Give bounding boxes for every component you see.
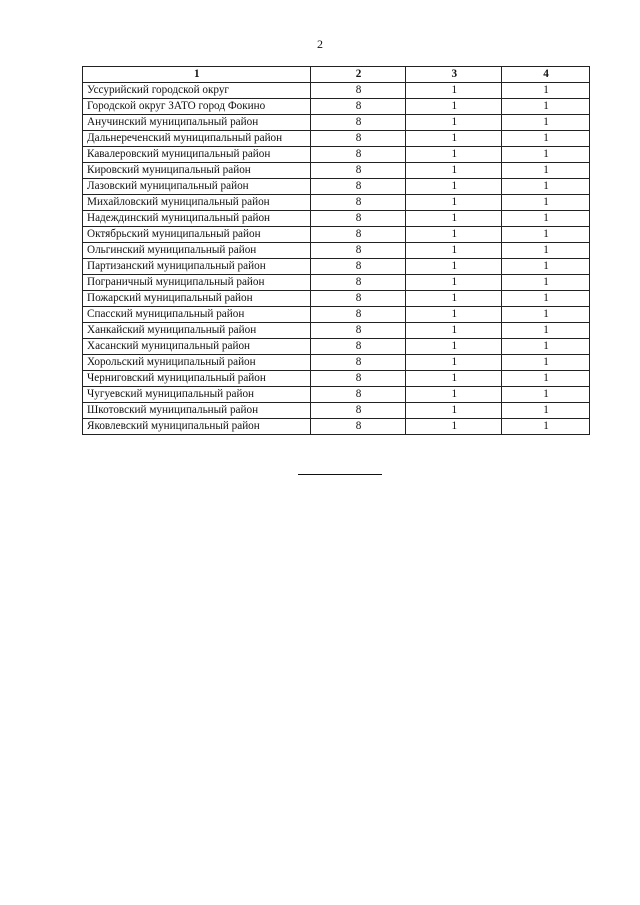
value-cell: 8 <box>310 115 406 131</box>
value-cell: 1 <box>406 387 502 403</box>
value-cell: 1 <box>502 195 590 211</box>
value-cell: 1 <box>502 307 590 323</box>
municipality-name-cell: Надеждинский муниципальный район <box>83 211 311 227</box>
value-cell: 8 <box>310 227 406 243</box>
municipality-name-cell: Анучинский муниципальный район <box>83 115 311 131</box>
value-cell: 1 <box>502 227 590 243</box>
value-cell: 1 <box>406 323 502 339</box>
municipality-name-cell: Кировский муниципальный район <box>83 163 311 179</box>
municipality-name-cell: Спасский муниципальный район <box>83 307 311 323</box>
value-cell: 1 <box>502 99 590 115</box>
municipality-name-cell: Хасанский муниципальный район <box>83 339 311 355</box>
value-cell: 1 <box>406 83 502 99</box>
table-body <box>83 83 590 435</box>
value-cell: 1 <box>406 355 502 371</box>
municipality-name-cell: Пожарский муниципальный район <box>83 291 311 307</box>
table-row <box>83 131 590 147</box>
value-cell: 1 <box>502 275 590 291</box>
value-cell: 8 <box>310 339 406 355</box>
data-table <box>82 66 590 435</box>
municipality-name-cell: Уссурийский городской округ <box>83 83 311 99</box>
table-row <box>83 323 590 339</box>
value-cell: 1 <box>502 131 590 147</box>
table-row <box>83 307 590 323</box>
table-row <box>83 339 590 355</box>
municipality-name-cell: Городской округ ЗАТО город Фокино <box>83 99 311 115</box>
table-row <box>83 147 590 163</box>
value-cell: 1 <box>406 307 502 323</box>
table-row <box>83 243 590 259</box>
value-cell: 8 <box>310 403 406 419</box>
municipality-name-cell: Кавалеровский муниципальный район <box>83 147 311 163</box>
municipality-name-cell: Ханкайский муниципальный район <box>83 323 311 339</box>
municipality-name-cell: Пограничный муниципальный район <box>83 275 311 291</box>
municipality-name-cell: Михайловский муниципальный район <box>83 195 311 211</box>
table-row <box>83 403 590 419</box>
value-cell: 8 <box>310 163 406 179</box>
value-cell: 8 <box>310 371 406 387</box>
value-cell: 1 <box>406 227 502 243</box>
value-cell: 1 <box>406 371 502 387</box>
municipality-name-cell: Лазовский муниципальный район <box>83 179 311 195</box>
table-row <box>83 195 590 211</box>
value-cell: 1 <box>406 195 502 211</box>
table-row <box>83 371 590 387</box>
value-cell: 1 <box>502 371 590 387</box>
municipality-name-cell: Ольгинский муниципальный район <box>83 243 311 259</box>
value-cell: 8 <box>310 147 406 163</box>
column-header: 4 <box>502 67 590 83</box>
end-divider <box>298 474 382 475</box>
value-cell: 1 <box>502 355 590 371</box>
value-cell: 8 <box>310 83 406 99</box>
value-cell: 1 <box>406 147 502 163</box>
value-cell: 1 <box>406 275 502 291</box>
value-cell: 1 <box>406 211 502 227</box>
value-cell: 1 <box>406 419 502 435</box>
municipality-name-cell: Яковлевский муниципальный район <box>83 419 311 435</box>
value-cell: 8 <box>310 99 406 115</box>
value-cell: 1 <box>502 419 590 435</box>
value-cell: 1 <box>406 339 502 355</box>
value-cell: 1 <box>502 211 590 227</box>
value-cell: 8 <box>310 211 406 227</box>
value-cell: 1 <box>502 115 590 131</box>
column-header: 1 <box>83 67 311 83</box>
value-cell: 1 <box>406 243 502 259</box>
value-cell: 1 <box>406 179 502 195</box>
value-cell: 1 <box>406 403 502 419</box>
value-cell: 1 <box>502 387 590 403</box>
column-header: 2 <box>310 67 406 83</box>
page-number: 2 <box>317 37 323 51</box>
table-row <box>83 259 590 275</box>
table-row <box>83 387 590 403</box>
value-cell: 1 <box>502 163 590 179</box>
value-cell: 1 <box>502 83 590 99</box>
municipality-name-cell: Партизанский муниципальный район <box>83 259 311 275</box>
table-row <box>83 275 590 291</box>
value-cell: 8 <box>310 243 406 259</box>
value-cell: 1 <box>406 115 502 131</box>
table-row <box>83 211 590 227</box>
value-cell: 1 <box>406 131 502 147</box>
value-cell: 8 <box>310 323 406 339</box>
table-row <box>83 179 590 195</box>
table-row <box>83 83 590 99</box>
value-cell: 8 <box>310 179 406 195</box>
municipality-name-cell: Дальнереченский муниципальный район <box>83 131 311 147</box>
table-row <box>83 355 590 371</box>
table-row <box>83 227 590 243</box>
column-header: 3 <box>406 67 502 83</box>
value-cell: 1 <box>406 259 502 275</box>
value-cell: 1 <box>502 291 590 307</box>
value-cell: 1 <box>502 259 590 275</box>
value-cell: 1 <box>502 339 590 355</box>
value-cell: 8 <box>310 355 406 371</box>
municipality-name-cell: Чугуевский муниципальный район <box>83 387 311 403</box>
value-cell: 8 <box>310 131 406 147</box>
table-header-row <box>83 67 590 83</box>
municipality-name-cell: Октябрьский муниципальный район <box>83 227 311 243</box>
value-cell: 1 <box>502 243 590 259</box>
value-cell: 8 <box>310 307 406 323</box>
value-cell: 1 <box>406 99 502 115</box>
value-cell: 8 <box>310 291 406 307</box>
value-cell: 1 <box>502 323 590 339</box>
value-cell: 8 <box>310 419 406 435</box>
value-cell: 1 <box>502 147 590 163</box>
municipality-name-cell: Шкотовский муниципальный район <box>83 403 311 419</box>
table-row <box>83 115 590 131</box>
value-cell: 8 <box>310 259 406 275</box>
table-row <box>83 163 590 179</box>
value-cell: 8 <box>310 195 406 211</box>
value-cell: 1 <box>406 291 502 307</box>
value-cell: 1 <box>502 403 590 419</box>
municipality-name-cell: Хорольский муниципальный район <box>83 355 311 371</box>
value-cell: 1 <box>502 179 590 195</box>
value-cell: 8 <box>310 275 406 291</box>
table-row <box>83 99 590 115</box>
value-cell: 1 <box>406 163 502 179</box>
table-row <box>83 419 590 435</box>
municipality-name-cell: Черниговский муниципальный район <box>83 371 311 387</box>
value-cell: 8 <box>310 387 406 403</box>
table-row <box>83 291 590 307</box>
